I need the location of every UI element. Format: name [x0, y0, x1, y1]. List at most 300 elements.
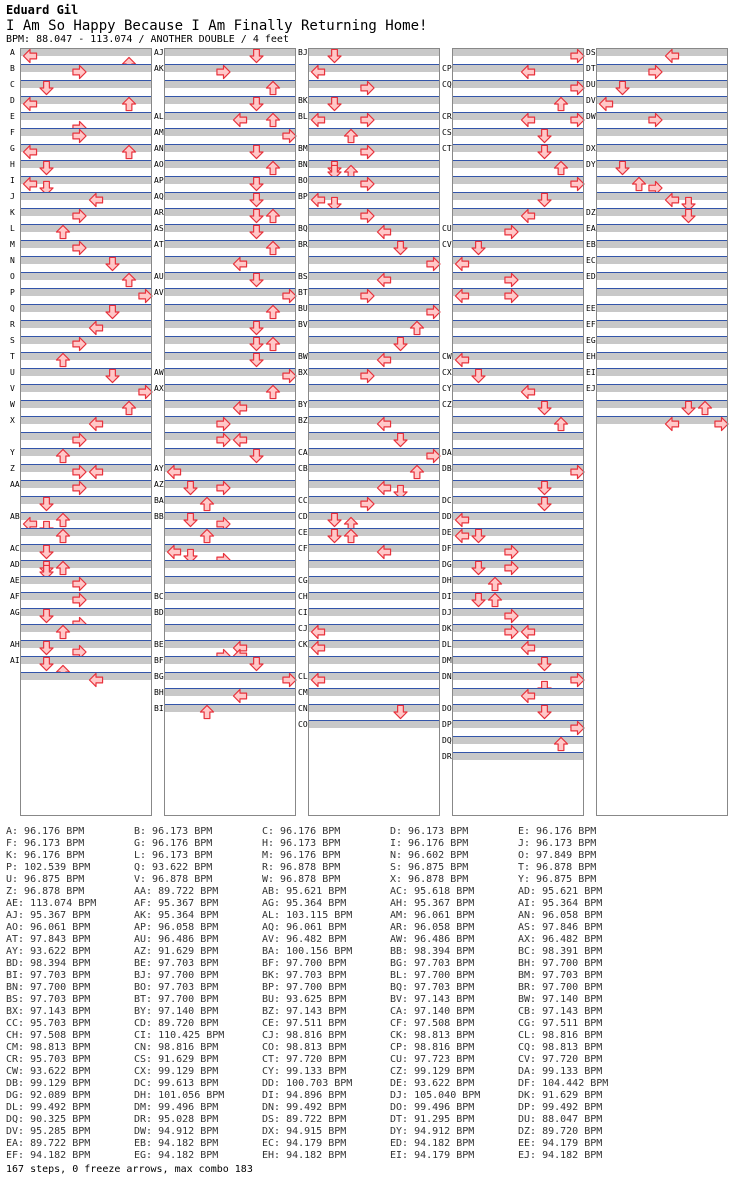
bpm-entry: DS: 89.722 BPM — [262, 1114, 347, 1125]
bpm-entry: AC: 95.618 BPM — [390, 886, 475, 897]
bpm-entry: AS: 97.846 BPM — [518, 922, 603, 933]
measure-stripe — [596, 240, 728, 248]
bpm-entry: DL: 99.492 BPM — [6, 1102, 91, 1113]
measure-label: M — [10, 240, 15, 249]
measure-stripe — [452, 320, 584, 328]
bpm-entry: AX: 96.482 BPM — [518, 934, 603, 945]
bpm-entry: BA: 100.156 BPM — [262, 946, 353, 957]
measure-stripe — [596, 208, 728, 216]
measure-label: CL — [298, 672, 308, 681]
bpm-entry: CC: 95.703 BPM — [6, 1018, 91, 1029]
bpm-entry: DY: 94.912 BPM — [390, 1126, 475, 1137]
measure-label: CR — [442, 112, 452, 121]
measure-label: CH — [298, 592, 308, 601]
bpm-entry: EG: 94.182 BPM — [134, 1150, 219, 1161]
measure-label: DM — [442, 656, 452, 665]
measure-stripe — [452, 608, 584, 616]
chart-author: Eduard Gil — [6, 3, 79, 17]
measure-label: EJ — [586, 384, 596, 393]
measure-stripe — [164, 96, 296, 104]
measure-label: CN — [298, 704, 308, 713]
measure-stripe — [308, 576, 440, 584]
bpm-entry: DQ: 90.325 BPM — [6, 1114, 91, 1125]
bpm-entry: Q: 93.622 BPM — [134, 862, 213, 873]
bpm-entry: BB: 98.394 BPM — [390, 946, 475, 957]
measure-label: CI — [298, 608, 308, 617]
measure-stripe — [452, 384, 584, 392]
bpm-entry: J: 96.173 BPM — [518, 838, 597, 849]
bpm-entry: DA: 99.133 BPM — [518, 1066, 603, 1077]
measure-label: DD — [442, 512, 452, 521]
measure-stripe — [308, 624, 440, 632]
measure-stripe — [452, 752, 584, 760]
measure-stripe — [596, 160, 728, 168]
measure-label: DE — [442, 528, 452, 537]
bpm-entry: T: 96.878 BPM — [518, 862, 597, 873]
measure-label: B — [10, 64, 15, 73]
measure-stripe — [308, 608, 440, 616]
bpm-entry: EI: 94.179 BPM — [390, 1150, 475, 1161]
measure-stripe — [308, 528, 440, 536]
measure-stripe — [308, 192, 440, 200]
bpm-entry: AE: 113.074 BPM — [6, 898, 97, 909]
bpm-entry: CT: 97.720 BPM — [262, 1054, 347, 1065]
measure-label: A — [10, 48, 15, 57]
bpm-entry: CW: 93.622 BPM — [6, 1066, 91, 1077]
bpm-entry: CQ: 98.813 BPM — [518, 1042, 603, 1053]
measure-label: AO — [154, 160, 164, 169]
bpm-entry: R: 96.878 BPM — [262, 862, 341, 873]
measure-stripe — [308, 416, 440, 424]
measure-label: DP — [442, 720, 452, 729]
measure-label: AB — [10, 512, 20, 521]
bpm-entry: CX: 99.129 BPM — [134, 1066, 219, 1077]
bpm-entry: EC: 94.179 BPM — [262, 1138, 347, 1149]
measure-stripe — [20, 64, 152, 72]
measure-label: J — [10, 192, 15, 201]
chart-column — [586, 48, 728, 816]
bpm-entry: CI: 110.425 BPM — [134, 1030, 225, 1041]
bpm-entry: DI: 94.896 BPM — [262, 1090, 347, 1101]
bpm-entry: BC: 98.391 BPM — [518, 946, 603, 957]
measure-stripe — [596, 384, 728, 392]
measure-label: DO — [442, 704, 452, 713]
bpm-entry: BM: 97.703 BPM — [518, 970, 603, 981]
measure-label: CU — [442, 224, 452, 233]
measure-stripe — [596, 112, 728, 120]
bpm-entry: S: 96.875 BPM — [390, 862, 469, 873]
measure-label: BB — [154, 512, 164, 521]
measure-label: CC — [298, 496, 308, 505]
bpm-entry: BT: 97.700 BPM — [134, 994, 219, 1005]
measure-stripe — [20, 352, 152, 360]
measure-stripe — [20, 528, 152, 536]
measure-label: CG — [298, 576, 308, 585]
step-summary: 167 steps, 0 freeze arrows, max combo 183 — [6, 1164, 253, 1175]
measure-label: DY — [586, 160, 596, 169]
measure-stripe — [20, 560, 152, 568]
bpm-entry: AI: 95.364 BPM — [518, 898, 603, 909]
measure-stripe — [164, 288, 296, 296]
measure-stripe — [164, 192, 296, 200]
measure-stripe — [596, 256, 728, 264]
measure-stripe — [164, 576, 296, 584]
measure-label: BZ — [298, 416, 308, 425]
bpm-entry: CJ: 98.816 BPM — [262, 1030, 347, 1041]
measure-label: AZ — [154, 480, 164, 489]
measure-label: BO — [298, 176, 308, 185]
bpm-entry: H: 96.173 BPM — [262, 838, 341, 849]
measure-stripe — [308, 544, 440, 552]
measure-label: H — [10, 160, 15, 169]
measure-stripe — [164, 640, 296, 648]
measure-label: DU — [586, 80, 596, 89]
measure-stripe — [452, 288, 584, 296]
measure-stripe — [452, 688, 584, 696]
measure-stripe — [452, 496, 584, 504]
measure-stripe — [20, 320, 152, 328]
measure-stripe — [308, 688, 440, 696]
measure-label: EG — [586, 336, 596, 345]
bpm-entry: DW: 94.912 BPM — [134, 1126, 219, 1137]
measure-label: CX — [442, 368, 452, 377]
measure-stripe — [164, 704, 296, 712]
measure-label: S — [10, 336, 15, 345]
measure-label: BU — [298, 304, 308, 313]
measure-stripe — [164, 512, 296, 520]
bpm-entry: BU: 93.625 BPM — [262, 994, 347, 1005]
bpm-entry: CP: 98.816 BPM — [390, 1042, 475, 1053]
measure-label: G — [10, 144, 15, 153]
measure-label: T — [10, 352, 15, 361]
bpm-entry: BG: 97.703 BPM — [390, 958, 475, 969]
bpm-entry: EE: 94.179 BPM — [518, 1138, 603, 1149]
bpm-entry: M: 96.176 BPM — [262, 850, 341, 861]
bpm-entry: CR: 95.703 BPM — [6, 1054, 91, 1065]
measure-stripe — [20, 640, 152, 648]
bpm-entry: Z: 96.878 BPM — [6, 886, 85, 897]
bpm-entry: AJ: 95.367 BPM — [6, 910, 91, 921]
bpm-entry: ED: 94.182 BPM — [390, 1138, 475, 1149]
measure-stripe — [164, 656, 296, 664]
measure-stripe — [164, 624, 296, 632]
measure-stripe — [308, 112, 440, 120]
bpm-entry: BL: 97.700 BPM — [390, 970, 475, 981]
measure-stripe — [164, 560, 296, 568]
bpm-entry: DT: 91.295 BPM — [390, 1114, 475, 1125]
chart-column — [442, 48, 584, 816]
measure-label: AF — [10, 592, 20, 601]
measure-stripe — [164, 544, 296, 552]
measure-label: AL — [154, 112, 164, 121]
measure-stripe — [452, 720, 584, 728]
measure-stripe — [452, 624, 584, 632]
measure-stripe — [20, 496, 152, 504]
measure-label: BD — [154, 608, 164, 617]
measure-label: K — [10, 208, 15, 217]
bpm-entry: DO: 99.496 BPM — [390, 1102, 475, 1113]
bpm-entry: CK: 98.813 BPM — [390, 1030, 475, 1041]
measure-label: DH — [442, 576, 452, 585]
measure-stripe — [596, 192, 728, 200]
measure-stripe — [308, 240, 440, 248]
measure-stripe — [596, 416, 728, 424]
measure-stripe — [20, 432, 152, 440]
measure-stripe — [164, 448, 296, 456]
measure-label: BK — [298, 96, 308, 105]
bpm-entry: AL: 103.115 BPM — [262, 910, 353, 921]
bpm-entry: CY: 99.133 BPM — [262, 1066, 347, 1077]
measure-label: DW — [586, 112, 596, 121]
measure-stripe — [596, 80, 728, 88]
measure-stripe — [20, 288, 152, 296]
bpm-entry: AT: 97.843 BPM — [6, 934, 91, 945]
measure-stripe — [308, 592, 440, 600]
measure-label: AM — [154, 128, 164, 137]
measure-label: R — [10, 320, 15, 329]
measure-label: DI — [442, 592, 452, 601]
measure-label: CY — [442, 384, 452, 393]
measure-label: BL — [298, 112, 308, 121]
measure-stripe — [308, 640, 440, 648]
measure-label: Q — [10, 304, 15, 313]
measure-label: DB — [442, 464, 452, 473]
measure-label: AV — [154, 288, 164, 297]
measure-label: CJ — [298, 624, 308, 633]
measure-stripe — [308, 384, 440, 392]
bpm-entry: BI: 97.703 BPM — [6, 970, 91, 981]
measure-stripe — [20, 592, 152, 600]
bpm-entry: CD: 89.720 BPM — [134, 1018, 219, 1029]
chart-column — [10, 48, 152, 816]
measure-stripe — [452, 48, 584, 56]
measure-stripe — [164, 128, 296, 136]
measure-label: BC — [154, 592, 164, 601]
measure-label: AT — [154, 240, 164, 249]
bpm-entry: DH: 101.056 BPM — [134, 1090, 225, 1101]
measure-label: CA — [298, 448, 308, 457]
measure-stripe — [164, 608, 296, 616]
bpm-entry: BD: 98.394 BPM — [6, 958, 91, 969]
measure-stripe — [596, 144, 728, 152]
bpm-entry: CS: 91.629 BPM — [134, 1054, 219, 1065]
bpm-entry: CN: 98.816 BPM — [134, 1042, 219, 1053]
bpm-entry: I: 96.176 BPM — [390, 838, 469, 849]
bpm-entry: N: 96.602 BPM — [390, 850, 469, 861]
measure-label: DZ — [586, 208, 596, 217]
bpm-entry: BZ: 97.143 BPM — [262, 1006, 347, 1017]
measure-stripe — [20, 480, 152, 488]
measure-label: AS — [154, 224, 164, 233]
measure-label: BP — [298, 192, 308, 201]
bpm-entry: AM: 96.061 BPM — [390, 910, 475, 921]
measure-label: DL — [442, 640, 452, 649]
bpm-entry: EB: 94.182 BPM — [134, 1138, 219, 1149]
measure-stripe — [308, 128, 440, 136]
measure-stripe — [20, 544, 152, 552]
bpm-entry: CB: 97.143 BPM — [518, 1006, 603, 1017]
measure-label: DT — [586, 64, 596, 73]
measure-label: CW — [442, 352, 452, 361]
bpm-entry: B: 96.173 BPM — [134, 826, 213, 837]
measure-label: DK — [442, 624, 452, 633]
measure-label: BA — [154, 496, 164, 505]
bpm-entry: DR: 95.028 BPM — [134, 1114, 219, 1125]
measure-stripe — [308, 208, 440, 216]
bpm-entry: Y: 96.875 BPM — [518, 874, 597, 885]
bpm-entry: BW: 97.140 BPM — [518, 994, 603, 1005]
bpm-entry: AW: 96.486 BPM — [390, 934, 475, 945]
measure-stripe — [452, 704, 584, 712]
bpm-entry: DB: 99.129 BPM — [6, 1078, 91, 1089]
measure-label: AI — [10, 656, 20, 665]
measure-label: EE — [586, 304, 596, 313]
measure-stripe — [452, 112, 584, 120]
measure-label: DC — [442, 496, 452, 505]
bpm-entry: DX: 94.915 BPM — [262, 1126, 347, 1137]
measure-stripe — [164, 64, 296, 72]
measure-stripe — [452, 144, 584, 152]
measure-label: F — [10, 128, 15, 137]
measure-stripe — [164, 144, 296, 152]
measure-label: BT — [298, 288, 308, 297]
measure-label: E — [10, 112, 15, 121]
measure-label: BN — [298, 160, 308, 169]
measure-stripe — [164, 464, 296, 472]
measure-stripe — [308, 400, 440, 408]
measure-stripe — [164, 592, 296, 600]
measure-stripe — [596, 48, 728, 56]
measure-label: CT — [442, 144, 452, 153]
measure-label: AQ — [154, 192, 164, 201]
measure-stripe — [308, 224, 440, 232]
measure-label: EB — [586, 240, 596, 249]
measure-label: CZ — [442, 400, 452, 409]
measure-label: DJ — [442, 608, 452, 617]
measure-label: DN — [442, 672, 452, 681]
measure-stripe — [452, 448, 584, 456]
measure-stripe — [20, 608, 152, 616]
measure-stripe — [308, 672, 440, 680]
measure-stripe — [20, 224, 152, 232]
bpm-entry: O: 97.849 BPM — [518, 850, 597, 861]
bpm-entry: U: 96.875 BPM — [6, 874, 85, 885]
measure-label: CP — [442, 64, 452, 73]
measure-stripe — [596, 176, 728, 184]
bpm-entry: AG: 95.364 BPM — [262, 898, 347, 909]
measure-stripe — [164, 400, 296, 408]
bpm-entry: EH: 94.182 BPM — [262, 1150, 347, 1161]
measure-stripe — [452, 80, 584, 88]
measure-stripe — [596, 320, 728, 328]
chart-column — [298, 48, 440, 816]
measure-label: CB — [298, 464, 308, 473]
bpm-entry: CO: 98.813 BPM — [262, 1042, 347, 1053]
bpm-entry: CF: 97.508 BPM — [390, 1018, 475, 1029]
measure-stripe — [20, 240, 152, 248]
measure-label: I — [10, 176, 15, 185]
bpm-entry: A: 96.176 BPM — [6, 826, 85, 837]
measure-stripe — [452, 656, 584, 664]
measure-stripe — [452, 272, 584, 280]
measure-stripe — [164, 528, 296, 536]
bpm-entry: BS: 97.703 BPM — [6, 994, 91, 1005]
measure-label: AG — [10, 608, 20, 617]
measure-stripe — [452, 432, 584, 440]
measure-stripe — [308, 496, 440, 504]
bpm-entry: P: 102.539 BPM — [6, 862, 91, 873]
measure-label: C — [10, 80, 15, 89]
measure-stripe — [308, 720, 440, 728]
measure-stripe — [452, 208, 584, 216]
measure-stripe — [20, 512, 152, 520]
measure-label: BG — [154, 672, 164, 681]
bpm-entry: AY: 93.622 BPM — [6, 946, 91, 957]
bpm-entry: DF: 104.442 BPM — [518, 1078, 609, 1089]
measure-stripe — [452, 640, 584, 648]
measure-stripe — [452, 176, 584, 184]
bpm-entry: BP: 97.700 BPM — [262, 982, 347, 993]
chart-column — [154, 48, 296, 816]
measure-label: V — [10, 384, 15, 393]
measure-label: AX — [154, 384, 164, 393]
measure-label: EA — [586, 224, 596, 233]
bpm-entry: CU: 97.723 BPM — [390, 1054, 475, 1065]
measure-stripe — [20, 656, 152, 664]
measure-stripe — [164, 256, 296, 264]
bpm-entry: AH: 95.367 BPM — [390, 898, 475, 909]
measure-label: DG — [442, 560, 452, 569]
measure-label: BF — [154, 656, 164, 665]
measure-label: CM — [298, 688, 308, 697]
measure-label: BE — [154, 640, 164, 649]
measure-stripe — [164, 368, 296, 376]
measure-stripe — [308, 176, 440, 184]
bpm-entry: EF: 94.182 BPM — [6, 1150, 91, 1161]
measure-stripe — [20, 48, 152, 56]
measure-label: BV — [298, 320, 308, 329]
measure-label: BQ — [298, 224, 308, 233]
bpm-entry: BV: 97.143 BPM — [390, 994, 475, 1005]
measure-stripe — [308, 368, 440, 376]
bpm-entry: AN: 96.058 BPM — [518, 910, 603, 921]
measure-label: AP — [154, 176, 164, 185]
measure-stripe — [164, 224, 296, 232]
measure-stripe — [596, 336, 728, 344]
bpm-entry: BY: 97.140 BPM — [134, 1006, 219, 1017]
measure-label: AU — [154, 272, 164, 281]
bpm-entry: BH: 97.700 BPM — [518, 958, 603, 969]
measure-stripe — [308, 272, 440, 280]
measure-stripe — [164, 432, 296, 440]
measure-stripe — [20, 448, 152, 456]
measure-stripe — [452, 544, 584, 552]
measure-label: X — [10, 416, 15, 425]
measure-label: AR — [154, 208, 164, 217]
measure-stripe — [596, 96, 728, 104]
bpm-entry: CM: 98.813 BPM — [6, 1042, 91, 1053]
measure-stripe — [308, 560, 440, 568]
measure-stripe — [20, 304, 152, 312]
measure-stripe — [20, 256, 152, 264]
measure-label: AD — [10, 560, 20, 569]
measure-stripe — [596, 128, 728, 136]
measure-stripe — [20, 336, 152, 344]
bpm-entry: DG: 92.089 BPM — [6, 1090, 91, 1101]
measure-label: DX — [586, 144, 596, 153]
measure-label: AW — [154, 368, 164, 377]
measure-label: U — [10, 368, 15, 377]
